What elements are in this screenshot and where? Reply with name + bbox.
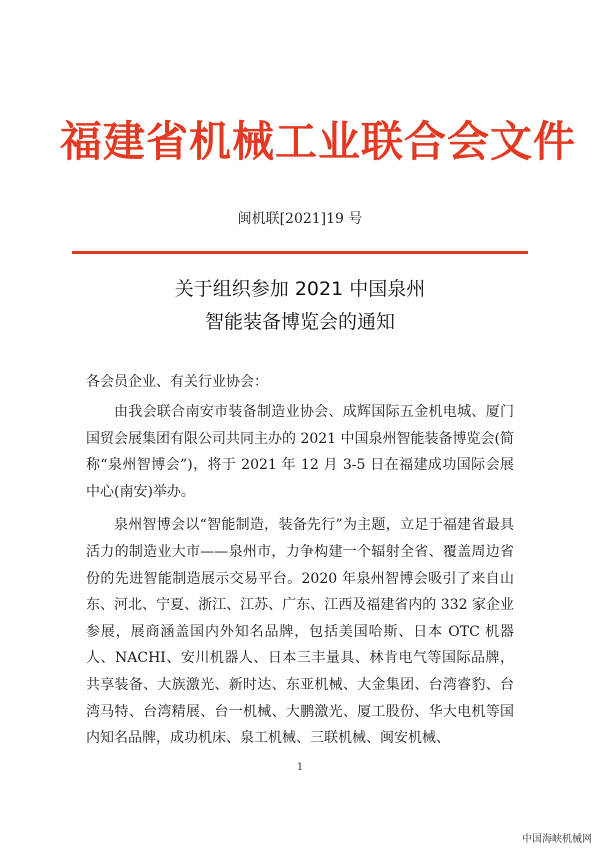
red-divider: [72, 251, 528, 254]
title-line-1: 关于组织参加 2021 中国泉州: [174, 278, 426, 300]
document-title: [0, 273, 600, 339]
paragraph: 泉州智博会以“智能制造，装备先行”为主题，立足于福建省最具活力的制造业大市——泉州市，力争构建一个辐射全省、覆盖周边省份的先进智能制造展示交易平台。2020 年泉州智博会吸引了来自山东、河北、宁夏、浙江、江苏、广东、江西及福建省内的 332 家企业参展，展商涵盖国内外知名品牌，包括美国哈斯、日本 OTC 机器人、NACHI、安川机器人、日本三丰量具、林肯电气等国际品牌，共享装备、大族激光、新时达、东亚机械、大金集团、台湾睿豹、台湾马特、台湾精展、台一机械、大鹏激光、厦工股份、华大电机等国内知名品牌，成功机床、泉工机械、三联机械、闽安机械、: [86, 517, 514, 747]
watermark-text: 中国海峡机械网: [522, 834, 592, 845]
title-line-2: 智能装备博览会的通知: [204, 311, 395, 333]
body-text: [86, 399, 514, 752]
document-number: 闽机联[2021]19 号: [237, 211, 363, 227]
salutation: 各会员企业、有关行业协会：: [86, 374, 268, 390]
paragraph: 由我会联合南安市装备制造业协会、成辉国际五金机电城、厦门国贸会展集团有限公司共同主办的 2021 中国泉州智能装备博览会(简称“泉州智博会”)，将于 2021 年 12 月 3-5 日在福建成功国际会展中心(南安)举办。: [86, 404, 514, 500]
issuer-header: 福建省机械工业联合会文件: [60, 117, 577, 166]
page-number: 1: [296, 762, 304, 773]
